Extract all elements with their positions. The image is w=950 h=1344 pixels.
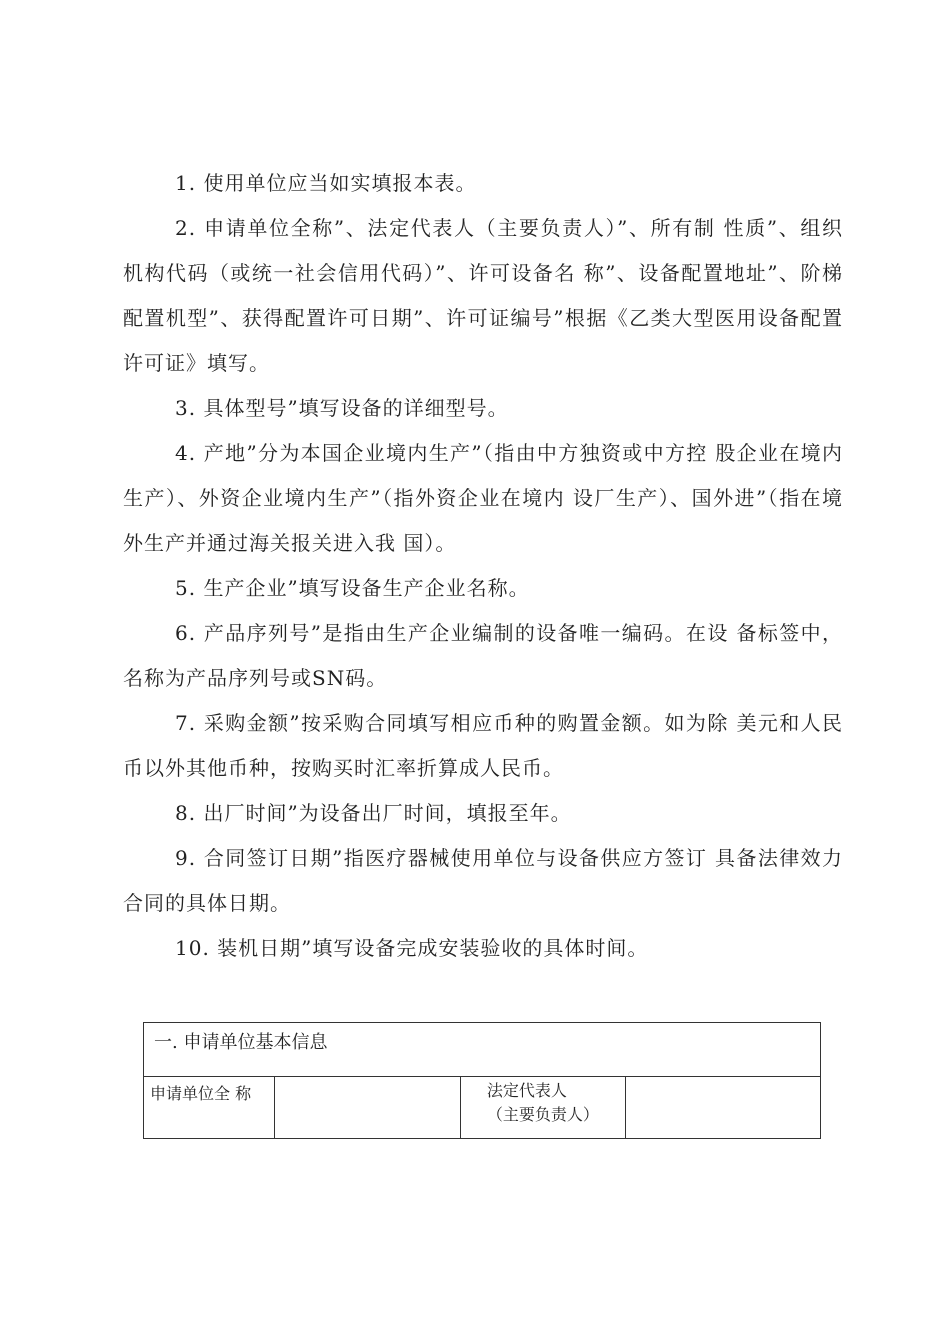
- instruction-4: 4. 产地”分为本国企业境内生产”（指由中方独资或中方控 股企业在境内生产）、外资企业境内生产”（指外资企业在境内 设厂生产）、国外进”（指在境外生产并通过海关报关进入我 国）。: [123, 441, 843, 555]
- instruction-3: 3. 具体型号”填写设备的详细型号。: [175, 396, 509, 420]
- instruction-2: 2. 申请单位全称”、法定代表人（主要负责人）”、所有制 性质”、组织机构代码（或统一社会信用代码）”、许可设备名 称”、设备配置地址”、阶梯配置机型”、获得配置许可日期”、许可证编号”根据《乙类大型医用设备配置许可证》填写。: [123, 216, 843, 375]
- legal-rep-label-line1: 法定代表人: [486, 1081, 567, 1100]
- applicant-name-label: 申请单位全 称: [144, 1077, 275, 1139]
- instruction-10: 10. 装机日期”填写设备完成安装验收的具体时间。: [175, 936, 649, 960]
- applicant-info-table: [143, 1022, 821, 1139]
- instruction-9: 9. 合同签订日期”指医疗器械使用单位与设备供应方签订 具备法律效力合同的具体日期。: [123, 846, 843, 915]
- instruction-7: 7. 采购金额”按采购合同填写相应币种的购置金额。如为除 美元和人民币以外其他币种，按购买时汇率折算成人民币。: [123, 711, 843, 780]
- applicant-name-field[interactable]: [274, 1077, 460, 1139]
- legal-rep-label: [460, 1077, 625, 1139]
- instructions-list: [123, 161, 843, 971]
- legal-rep-label-line2: （主要负责人）: [486, 1105, 599, 1124]
- instruction-1: 1. 使用单位应当如实填报本表。: [175, 171, 477, 195]
- instruction-5: 5. 生产企业”填写设备生产企业名称。: [175, 576, 530, 600]
- instruction-6: 6. 产品序列号”是指由生产企业编制的设备唯一编码。在设 备标签中，名称为产品序列号或SN码。: [123, 621, 843, 690]
- instruction-8: 8. 出厂时间”为设备出厂时间，填报至年。: [175, 801, 572, 825]
- legal-rep-field[interactable]: [625, 1077, 820, 1139]
- section-title: 一. 申请单位基本信息: [144, 1023, 821, 1077]
